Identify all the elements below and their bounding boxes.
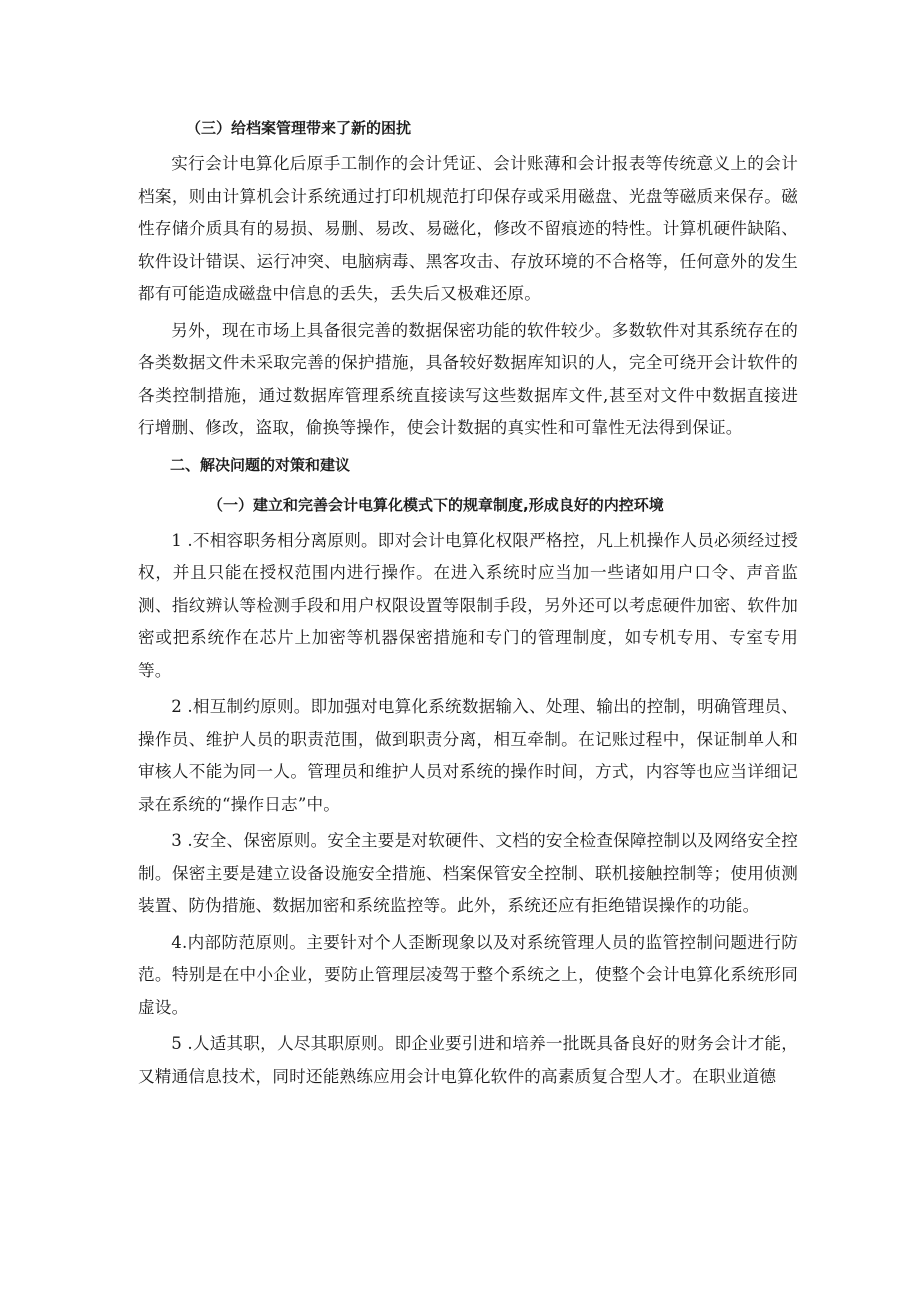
paragraph-rule-2: 2 .相互制约原则。即加强对电算化系统数据输入、处理、输出的控制，明确管理员、操作员、维护人员的职责范围，做到职责分离，相互牵制。在记账过程中，保证制单人和审核人不能为同一人。管理员和维护人员对系统的操作时间，方式，内容等也应当详细记录在系统的“操作日志”中。 — [138, 697, 798, 814]
paragraph-rule-4: 4.内部防范原则。主要针对个人歪断现象以及对系统管理人员的监管控制问题进行防范。特别是在中小企业，要防止管理层凌驾于整个系统之上，使整个会计电算化系统形同虚设。 — [138, 932, 798, 1017]
paragraph-rule-1: 1 .不相容职务相分离原则。即对会计电算化权限严格控，凡上机操作人员必须经过授权，并且只能在授权范围内进行操作。在进入系统时应当加一些诸如用户口令、声音监测、指纹辨认等检测手段和用户权限设置等限制手段，另外还可以考虑硬件加密、软件加密或把系统作在芯片上加密等机器保密措施和专门的管理制度，如专机专用、专室专用等。 — [138, 530, 798, 680]
subsection-heading-archive: （三）给档案管理带来了新的困扰 — [186, 119, 412, 137]
paragraph-rule-5: 5 .人适其职，人尽其职原则。即企业要引进和培养一批既具备良好的财务会计才能，又精通信息技术，同时还能熟练应用会计电算化软件的高素质复合型人才。在职业道德 — [138, 1034, 798, 1086]
subsection-heading-rules: （一）建立和完善会计电算化模式下的规章制度,形成良好的内控环境 — [208, 495, 664, 514]
paragraph-rule-3: 3 .安全、保密原则。安全主要是对软硬件、文档的安全检查保障控制以及网络安全控制。保密主要是建立设备设施安全措施、档案保管安全控制、联机接触控制等；使用侦测装置、防伪措施、数据加密和系统监控等。此外，系统还应有拒绝错误操作的功能。 — [138, 831, 798, 915]
paragraph-archive-2: 另外，现在市场上具备很完善的数据保密功能的软件较少。多数软件对其系统存在的各类数据文件未采取完善的保护措施，具备较好数据库知识的人，完全可绕开会计软件的各类控制措施，通过数据库管理系统直接读写这些数据库文件,甚至对文件中数据直接进行增删、修改，盗取，偷换等操作，使会计数据的真实性和可靠性无法得到保证。 — [138, 320, 798, 437]
section-heading-solutions: 二、解决问题的对策和建议 — [170, 455, 351, 474]
document-page — [138, 108, 798, 1093]
paragraph-archive-1: 实行会计电算化后原手工制作的会计凭证、会计账薄和会计报表等传统意义上的会计档案，则由计算机会计系统通过打印机规范打印保存或采用磁盘、光盘等磁质来保存。磁性存储介质具有的易损、易删、易改、易磁化，修改不留痕迹的特性。计算机硬件缺陷、软件设计错误、运行冲突、电脑病毒、黑客攻击、存放环境的不合格等，任何意外的发生都有可能造成磁盘中信息的丢失，丢失后又极难还原。 — [138, 154, 798, 303]
